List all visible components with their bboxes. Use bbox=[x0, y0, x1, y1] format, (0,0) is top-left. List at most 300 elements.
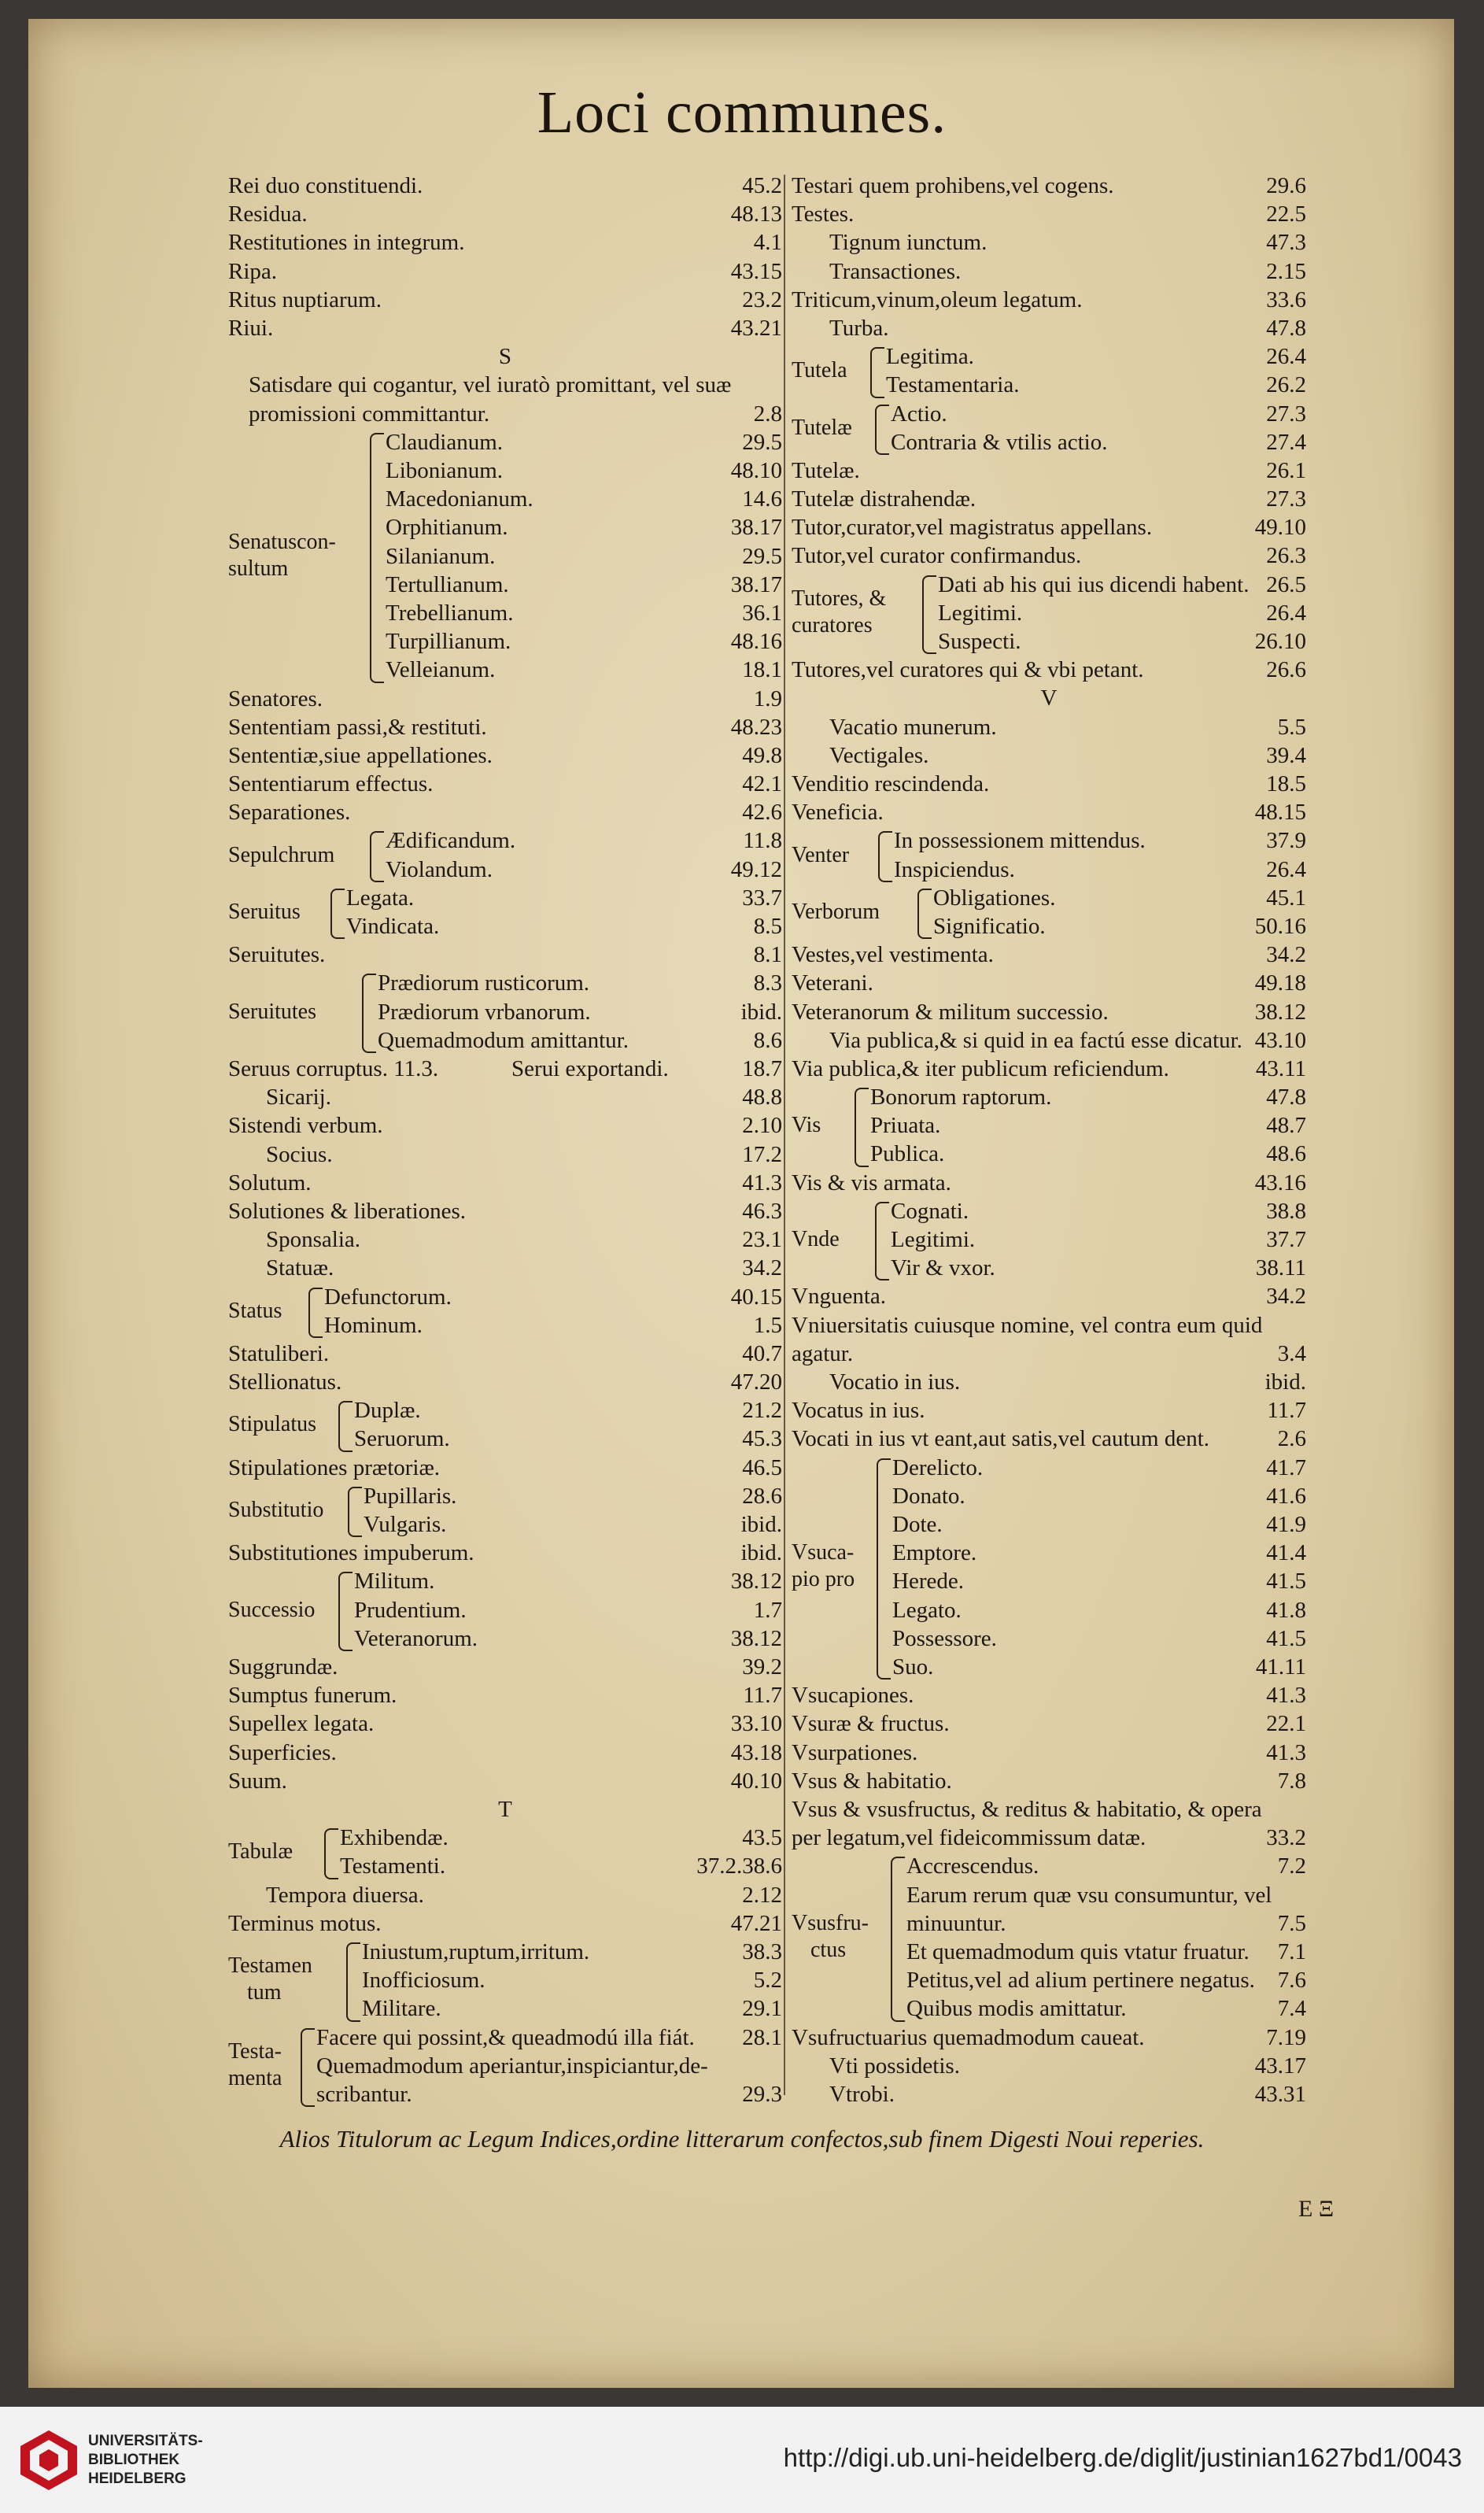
entry-reference: 27.3 bbox=[1266, 486, 1306, 512]
group-reference: 5.2 bbox=[753, 1968, 782, 1994]
entry-title: Vsufructuarius quemadmodum caueat. bbox=[792, 2024, 1145, 2050]
group-label: Vnde bbox=[792, 1227, 840, 1252]
entry-reference: 41.3 bbox=[742, 1170, 782, 1196]
group-label: Seruitutes bbox=[228, 999, 316, 1024]
group-item: Possessore. bbox=[892, 1625, 997, 1651]
group-label: Status bbox=[228, 1298, 282, 1323]
group-item: Dati ab his qui ius dicendi habent. bbox=[938, 571, 1250, 597]
entry-title: Sponsalia. bbox=[266, 1227, 361, 1253]
group-item: Seruorum. bbox=[354, 1426, 450, 1452]
index-entry bbox=[792, 1368, 1306, 1396]
group-reference: 27.4 bbox=[1266, 429, 1306, 455]
entry-title: Veterani. bbox=[792, 970, 873, 996]
entry-title: Sumptus funerum. bbox=[228, 1683, 397, 1709]
group-item: Vindicata. bbox=[346, 914, 440, 940]
group-label: Substitutio bbox=[228, 1498, 324, 1523]
index-entry bbox=[228, 1225, 782, 1254]
bracket-icon bbox=[370, 831, 384, 881]
group-label-cont: pio pro bbox=[792, 1567, 855, 1592]
logo-line-3: HEIDELBERG bbox=[88, 2471, 186, 2487]
bracket-group bbox=[792, 1197, 1306, 1283]
entry-reference: 34.2 bbox=[1266, 942, 1306, 968]
group-item: Herede. bbox=[892, 1569, 964, 1595]
entry-reference: 48.13 bbox=[730, 201, 782, 227]
index-entry bbox=[228, 1083, 782, 1111]
entry-title: Triticum,vinum,oleum legatum. bbox=[792, 286, 1083, 312]
group-item: Hominum. bbox=[324, 1312, 423, 1338]
group-item: Prædiorum vrbanorum. bbox=[378, 999, 591, 1025]
group-item: Violandum. bbox=[386, 856, 493, 882]
index-entry bbox=[792, 1169, 1306, 1197]
group-reference: ibid. bbox=[740, 999, 782, 1025]
document-url[interactable]: http://digi.ub.uni-heidelberg.de/diglit/justinian1627bd1/0043 bbox=[783, 2443, 1462, 2472]
entry-title: Sistendi verbum. bbox=[228, 1113, 383, 1139]
index-entry bbox=[792, 456, 1306, 485]
entry-title: Suum. bbox=[228, 1768, 287, 1794]
index-entry bbox=[228, 371, 782, 427]
group-item: Suo. bbox=[892, 1654, 934, 1680]
bracket-group bbox=[228, 1824, 782, 1880]
group-label: Tutores, & bbox=[792, 586, 887, 611]
entry-reference: 22.1 bbox=[1266, 1711, 1306, 1737]
index-entry bbox=[228, 257, 782, 286]
entry-title: Seruus corruptus. 11.3. bbox=[228, 1056, 439, 1081]
entry-reference: 23.1 bbox=[742, 1227, 782, 1253]
library-logo-text bbox=[88, 2432, 203, 2489]
index-entry bbox=[792, 314, 1306, 342]
entry-title-second: Serui exportandi. bbox=[511, 1056, 669, 1081]
entry-title: Vsuræ & fructus. bbox=[792, 1711, 950, 1737]
entry-reference: 43.10 bbox=[1254, 1027, 1306, 1053]
group-item: Suspecti. bbox=[938, 629, 1021, 655]
group-item: Claudianum. bbox=[386, 429, 504, 455]
group-item: Exhibendæ. bbox=[340, 1825, 449, 1851]
bracket-group bbox=[792, 1083, 1306, 1169]
group-item: Donato. bbox=[892, 1483, 965, 1509]
group-item: Pupillaris. bbox=[364, 1483, 457, 1509]
entry-title: Tutores,vel curatores qui & vbi petant. bbox=[792, 657, 1144, 683]
group-item: Facere qui possint,& queadmodú illa fiát. bbox=[316, 2024, 695, 2050]
index-entry bbox=[228, 172, 782, 200]
group-item: Veteranorum. bbox=[354, 1625, 478, 1651]
group-reference: 26.4 bbox=[1266, 600, 1306, 626]
index-entry bbox=[228, 941, 782, 969]
entry-title: Ritus nuptiarum. bbox=[228, 286, 382, 312]
group-reference: 45.3 bbox=[742, 1426, 782, 1452]
entry-title: Turba. bbox=[829, 315, 889, 341]
group-label-cont: tum bbox=[247, 1980, 282, 2005]
index-entry bbox=[228, 1368, 782, 1396]
index-entry bbox=[792, 541, 1306, 570]
entry-reference: 34.2 bbox=[742, 1255, 782, 1281]
index-entry bbox=[228, 770, 782, 798]
group-label: Vsuca- bbox=[792, 1540, 855, 1565]
group-item: Earum rerum quæ vsu consumuntur, vel bbox=[906, 1882, 1272, 1908]
index-entry bbox=[792, 200, 1306, 228]
index-entry bbox=[228, 1140, 782, 1169]
group-reference: 29.5 bbox=[742, 429, 782, 455]
entry-reference: 39.2 bbox=[742, 1654, 782, 1680]
bracket-group bbox=[792, 826, 1306, 883]
group-reference: 38.8 bbox=[1266, 1198, 1306, 1224]
entry-reference: 48.15 bbox=[1254, 800, 1306, 826]
entry-title: Vectigales. bbox=[829, 742, 929, 768]
entry-title: Via publica,& iter publicum reficiendum. bbox=[792, 1055, 1169, 1081]
entry-title: Statuæ. bbox=[266, 1255, 334, 1281]
entry-title: Vsus & vsusfructus, & reditus & habitatio, & opera per legatum,vel fideicommissum datæ. bbox=[792, 1796, 1262, 1851]
index-entry bbox=[228, 1340, 782, 1368]
group-item: Inofficiosum. bbox=[362, 1968, 485, 1994]
entry-reference: 46.5 bbox=[742, 1454, 782, 1480]
index-entry bbox=[228, 1709, 782, 1738]
group-reference: 43.5 bbox=[742, 1825, 782, 1851]
group-item: In possessionem mittendus. bbox=[894, 828, 1146, 854]
group-reference: 29.1 bbox=[742, 1996, 782, 2022]
entry-title: Via publica,& si quid in ea factú esse dicatur. bbox=[829, 1027, 1242, 1053]
index-entry bbox=[792, 286, 1306, 314]
index-entry bbox=[228, 741, 782, 770]
index-entry bbox=[792, 798, 1306, 826]
entry-reference: 49.8 bbox=[742, 742, 782, 768]
index-entry bbox=[228, 1653, 782, 1681]
entry-title: Sententiarum effectus. bbox=[228, 771, 434, 797]
entry-reference: 7.8 bbox=[1277, 1768, 1306, 1794]
entry-reference: 47.3 bbox=[1266, 230, 1306, 256]
entry-title: Seruitutes. bbox=[228, 942, 326, 968]
index-entry bbox=[792, 969, 1306, 997]
group-label: Tutelæ bbox=[792, 415, 852, 440]
entry-reference: 41.3 bbox=[1266, 1683, 1306, 1709]
entry-reference: 8.1 bbox=[753, 942, 782, 968]
entry-reference: 49.18 bbox=[1254, 970, 1306, 996]
group-item: Silanianum. bbox=[386, 543, 496, 569]
section-letter bbox=[228, 342, 782, 371]
bracket-group bbox=[228, 2023, 782, 2109]
entry-reference: 29.6 bbox=[1266, 173, 1306, 198]
entry-reference: 2.10 bbox=[742, 1113, 782, 1139]
group-reference: 26.2 bbox=[1266, 372, 1306, 398]
entry-reference: 40.10 bbox=[730, 1768, 782, 1794]
group-item: Bonorum raptorum. bbox=[870, 1085, 1052, 1111]
viewer-bar bbox=[0, 2407, 1484, 2513]
group-item: Legitima. bbox=[886, 344, 974, 370]
entry-title: Transactiones. bbox=[829, 258, 962, 284]
group-reference: 7.1 bbox=[1277, 1938, 1306, 1964]
group-reference: 41.11 bbox=[1255, 1654, 1306, 1680]
library-logo-icon bbox=[17, 2427, 80, 2493]
index-entry bbox=[228, 228, 782, 257]
group-reference: 26.4 bbox=[1266, 344, 1306, 370]
bracket-group bbox=[792, 400, 1306, 456]
group-reference: 29.3 bbox=[742, 2081, 782, 2107]
bracket-group bbox=[228, 428, 782, 685]
index-entry bbox=[792, 941, 1306, 969]
entry-reference: 33.6 bbox=[1266, 286, 1306, 312]
entry-title: Riui. bbox=[228, 315, 274, 341]
entry-reference: 48.8 bbox=[742, 1085, 782, 1111]
entry-title: Solutiones & liberationes. bbox=[228, 1198, 467, 1224]
index-entry bbox=[792, 1425, 1306, 1453]
bracket-group bbox=[228, 1938, 782, 2023]
group-item: Prudentium. bbox=[354, 1597, 467, 1623]
index-entry bbox=[792, 1311, 1306, 1368]
index-entry bbox=[228, 1767, 782, 1795]
bracket-icon bbox=[308, 1288, 323, 1338]
entry-reference: 26.3 bbox=[1266, 543, 1306, 569]
group-label-cont: ctus bbox=[810, 1937, 847, 1962]
index-entry bbox=[792, 1055, 1306, 1083]
entry-title: Socius. bbox=[266, 1141, 333, 1167]
entry-reference: 18.5 bbox=[1266, 771, 1306, 796]
bracket-icon bbox=[891, 1857, 905, 2021]
right-column bbox=[792, 172, 1306, 2108]
entry-reference: 4.1 bbox=[753, 230, 782, 256]
entry-reference: 11.7 bbox=[1267, 1398, 1306, 1424]
group-item: Ædificandum. bbox=[386, 828, 516, 854]
group-label: Vsusfru- bbox=[792, 1910, 869, 1935]
group-reference: 38.12 bbox=[730, 1569, 782, 1595]
entry-reference: 11.7 bbox=[743, 1683, 782, 1709]
bracket-icon bbox=[875, 1202, 889, 1281]
group-label: Tutela bbox=[792, 358, 847, 383]
bracket-icon bbox=[922, 575, 936, 655]
group-label-cont: curatores bbox=[792, 612, 873, 637]
group-item: Obligationes. bbox=[933, 885, 1056, 911]
entry-title: Residua. bbox=[228, 201, 308, 227]
group-reference: 28.6 bbox=[742, 1483, 782, 1509]
group-item: Priuata. bbox=[870, 1113, 941, 1139]
group-reference: 41.4 bbox=[1266, 1540, 1306, 1566]
group-item: Defunctorum. bbox=[324, 1284, 452, 1310]
entry-reference: 42.1 bbox=[742, 771, 782, 797]
logo-line-2: BIBLIOTHEK bbox=[88, 2452, 180, 2468]
bracket-icon bbox=[330, 889, 345, 939]
index-entry bbox=[792, 1396, 1306, 1425]
entry-title: Sententiæ,siue appellationes. bbox=[228, 742, 493, 768]
group-reference: 41.8 bbox=[1266, 1597, 1306, 1623]
group-label: Sepulchrum bbox=[228, 842, 335, 867]
entry-reference: 33.10 bbox=[730, 1711, 782, 1737]
group-reference: 41.9 bbox=[1266, 1512, 1306, 1537]
entry-title: Statuliberi. bbox=[228, 1340, 330, 1366]
entry-reference: 38.12 bbox=[1254, 999, 1306, 1025]
group-label: Vis bbox=[792, 1113, 821, 1138]
entry-reference: 3.4 bbox=[1277, 1340, 1306, 1366]
group-reference: 33.7 bbox=[742, 885, 782, 911]
group-item: Prædiorum rusticorum. bbox=[378, 970, 590, 996]
index-entry bbox=[792, 2052, 1306, 2080]
index-entry bbox=[792, 656, 1306, 684]
entry-title: Testari quem prohibens,vel cogens. bbox=[792, 173, 1114, 198]
index-entry bbox=[792, 1709, 1306, 1738]
group-item: Duplæ. bbox=[354, 1398, 421, 1424]
bracket-group bbox=[228, 1283, 782, 1340]
entry-title: Vocati in ius vt eant,aut satis,vel cautum dent. bbox=[792, 1426, 1210, 1452]
group-item: Significatio. bbox=[933, 913, 1046, 939]
group-reference: 18.1 bbox=[742, 657, 782, 683]
entry-title: Supellex legata. bbox=[228, 1711, 375, 1737]
group-reference: 41.5 bbox=[1266, 1569, 1306, 1595]
entry-title: Terminus motus. bbox=[228, 1910, 382, 1936]
footer-note: Alios Titulorum ac Legum Indices,ordine litterarum confectos,sub finem Digesti Noui reperies. bbox=[279, 2125, 1205, 2153]
index-entry bbox=[228, 713, 782, 741]
group-item: Militum. bbox=[354, 1569, 435, 1595]
group-label: Testamen bbox=[228, 1953, 312, 1979]
group-reference: 49.12 bbox=[730, 856, 782, 882]
bracket-group bbox=[792, 571, 1306, 656]
group-reference: 48.10 bbox=[730, 457, 782, 483]
entry-reference: 41.3 bbox=[1266, 1739, 1306, 1765]
entry-reference: 2.15 bbox=[1266, 258, 1306, 284]
group-item: Legato. bbox=[892, 1597, 962, 1623]
group-item: Orphitianum. bbox=[386, 515, 508, 541]
group-reference: 26.5 bbox=[1266, 571, 1306, 597]
entry-reference: 48.23 bbox=[730, 714, 782, 740]
group-item: Quemadmodum amittantur. bbox=[378, 1027, 629, 1053]
entry-reference: 47.20 bbox=[730, 1369, 782, 1395]
bracket-icon bbox=[870, 347, 884, 397]
group-item: Accrescendus. bbox=[906, 1853, 1039, 1879]
entry-reference: 17.2 bbox=[742, 1141, 782, 1167]
group-reference: 50.16 bbox=[1254, 913, 1306, 939]
group-reference: 1.5 bbox=[753, 1312, 782, 1338]
entry-reference: 43.11 bbox=[1255, 1055, 1306, 1081]
entry-title: Tutelæ distrahendæ. bbox=[792, 486, 976, 512]
entry-title: Solutum. bbox=[228, 1170, 312, 1196]
entry-title: Testes. bbox=[792, 201, 855, 227]
entry-title: Vacatio munerum. bbox=[829, 714, 997, 740]
entry-title: Vnguenta. bbox=[792, 1284, 886, 1310]
group-reference: 41.7 bbox=[1266, 1454, 1306, 1480]
entry-reference: 2.12 bbox=[742, 1882, 782, 1908]
group-reference: 45.1 bbox=[1266, 885, 1306, 911]
entry-reference: 18.7 bbox=[742, 1056, 782, 1081]
group-item: Dote. bbox=[892, 1512, 943, 1537]
group-label: Venter bbox=[792, 842, 850, 867]
group-reference: 29.5 bbox=[742, 543, 782, 569]
entry-reference: 43.15 bbox=[730, 258, 782, 284]
logo-line-1: UNIVERSITÄTS- bbox=[88, 2433, 203, 2449]
group-reference: 40.15 bbox=[730, 1284, 782, 1310]
index-entry bbox=[792, 485, 1306, 513]
group-item: Testamenti. bbox=[340, 1853, 446, 1879]
entry-title: T bbox=[498, 1796, 512, 1822]
index-entry bbox=[792, 1681, 1306, 1709]
group-reference: ibid. bbox=[740, 1512, 782, 1538]
entry-reference: 40.7 bbox=[742, 1340, 782, 1366]
entry-reference: 33.2 bbox=[1266, 1825, 1306, 1851]
group-reference: 37.7 bbox=[1266, 1227, 1306, 1253]
group-item: Actio. bbox=[891, 401, 947, 427]
entry-title: Tutor,curator,vel magistratus appellans. bbox=[792, 515, 1153, 541]
entry-title: Restitutiones in integrum. bbox=[228, 230, 465, 256]
group-label: Seruitus bbox=[228, 900, 301, 925]
index-entry bbox=[228, 1909, 782, 1938]
index-entry bbox=[228, 798, 782, 826]
index-entry bbox=[792, 1795, 1306, 1852]
bracket-icon bbox=[875, 405, 889, 455]
bracket-icon bbox=[324, 1828, 338, 1879]
entry-title: Vti possidetis. bbox=[829, 2053, 960, 2079]
group-item: Libonianum. bbox=[386, 457, 504, 483]
entry-title: Vtrobi. bbox=[829, 2081, 895, 2107]
group-reference: 38.3 bbox=[742, 1938, 782, 1964]
entry-title: Satisdare qui cogantur, vel iuratò promittant, vel suæ promissioni committantur. bbox=[249, 372, 732, 427]
group-item: Contraria & vtilis actio. bbox=[891, 429, 1108, 455]
group-reference: 36.1 bbox=[742, 600, 782, 626]
group-label: Senatuscon- bbox=[228, 529, 336, 554]
group-item: Legitimi. bbox=[891, 1227, 976, 1253]
index-entry bbox=[228, 1055, 782, 1083]
group-item: minuuntur. bbox=[906, 1910, 1006, 1936]
index-entry bbox=[228, 685, 782, 713]
entry-title: Tutelæ. bbox=[792, 457, 860, 483]
group-item: Vulgaris. bbox=[364, 1512, 447, 1538]
group-item: Turpillianum. bbox=[386, 629, 511, 655]
bracket-group bbox=[228, 969, 782, 1055]
group-item: Macedonianum. bbox=[386, 486, 533, 512]
bracket-icon bbox=[348, 1487, 362, 1537]
index-entry bbox=[792, 228, 1306, 257]
entry-reference: 1.9 bbox=[753, 686, 782, 711]
entry-reference: 49.10 bbox=[1254, 515, 1306, 541]
index-entry bbox=[228, 314, 782, 342]
entry-title: S bbox=[498, 344, 512, 370]
group-reference: 7.5 bbox=[1277, 1910, 1306, 1936]
group-reference: 41.6 bbox=[1266, 1483, 1306, 1509]
index-entry bbox=[792, 2023, 1306, 2052]
bracket-icon bbox=[338, 1401, 353, 1451]
group-reference: 27.3 bbox=[1266, 401, 1306, 427]
group-reference: 26.10 bbox=[1254, 629, 1306, 655]
index-entry bbox=[228, 1197, 782, 1225]
group-item: Inspiciendus. bbox=[894, 856, 1015, 882]
bracket-icon bbox=[877, 1458, 891, 1680]
group-reference: 7.4 bbox=[1277, 1996, 1306, 2022]
group-item: Legata. bbox=[346, 885, 415, 911]
entry-title: V bbox=[1040, 686, 1058, 711]
bracket-icon bbox=[878, 831, 892, 881]
entry-reference: 39.4 bbox=[1266, 742, 1306, 768]
group-reference: 37.2.38.6 bbox=[696, 1853, 782, 1879]
group-reference: 8.6 bbox=[753, 1027, 782, 1053]
index-entry bbox=[792, 257, 1306, 286]
entry-title: Senatores. bbox=[228, 686, 323, 711]
index-entry bbox=[228, 1254, 782, 1282]
group-reference: 48.7 bbox=[1266, 1113, 1306, 1139]
group-reference: 48.6 bbox=[1266, 1141, 1306, 1167]
entry-title: Vsus & habitatio. bbox=[792, 1768, 952, 1794]
entry-reference: 43.16 bbox=[1254, 1170, 1306, 1196]
entry-reference: 23.2 bbox=[742, 286, 782, 312]
bracket-group bbox=[792, 342, 1306, 399]
entry-title: Vocatus in ius. bbox=[792, 1398, 925, 1424]
group-item: Tertullianum. bbox=[386, 571, 509, 597]
entry-reference: 5.5 bbox=[1277, 714, 1306, 740]
bracket-group bbox=[228, 1396, 782, 1453]
group-reference: 38.12 bbox=[730, 1625, 782, 1651]
group-reference: 38.11 bbox=[1255, 1255, 1306, 1281]
group-item: Emptore. bbox=[892, 1540, 977, 1566]
entry-title: Stellionatus. bbox=[228, 1369, 342, 1395]
index-entry bbox=[228, 1881, 782, 1909]
left-column bbox=[228, 172, 782, 2108]
group-item: Velleianum. bbox=[386, 657, 496, 683]
entry-reference: 47.21 bbox=[730, 1910, 782, 1936]
entry-title: Venditio rescindenda. bbox=[792, 771, 990, 796]
group-label-cont: menta bbox=[228, 2065, 282, 2090]
entry-reference: 2.8 bbox=[753, 401, 782, 427]
